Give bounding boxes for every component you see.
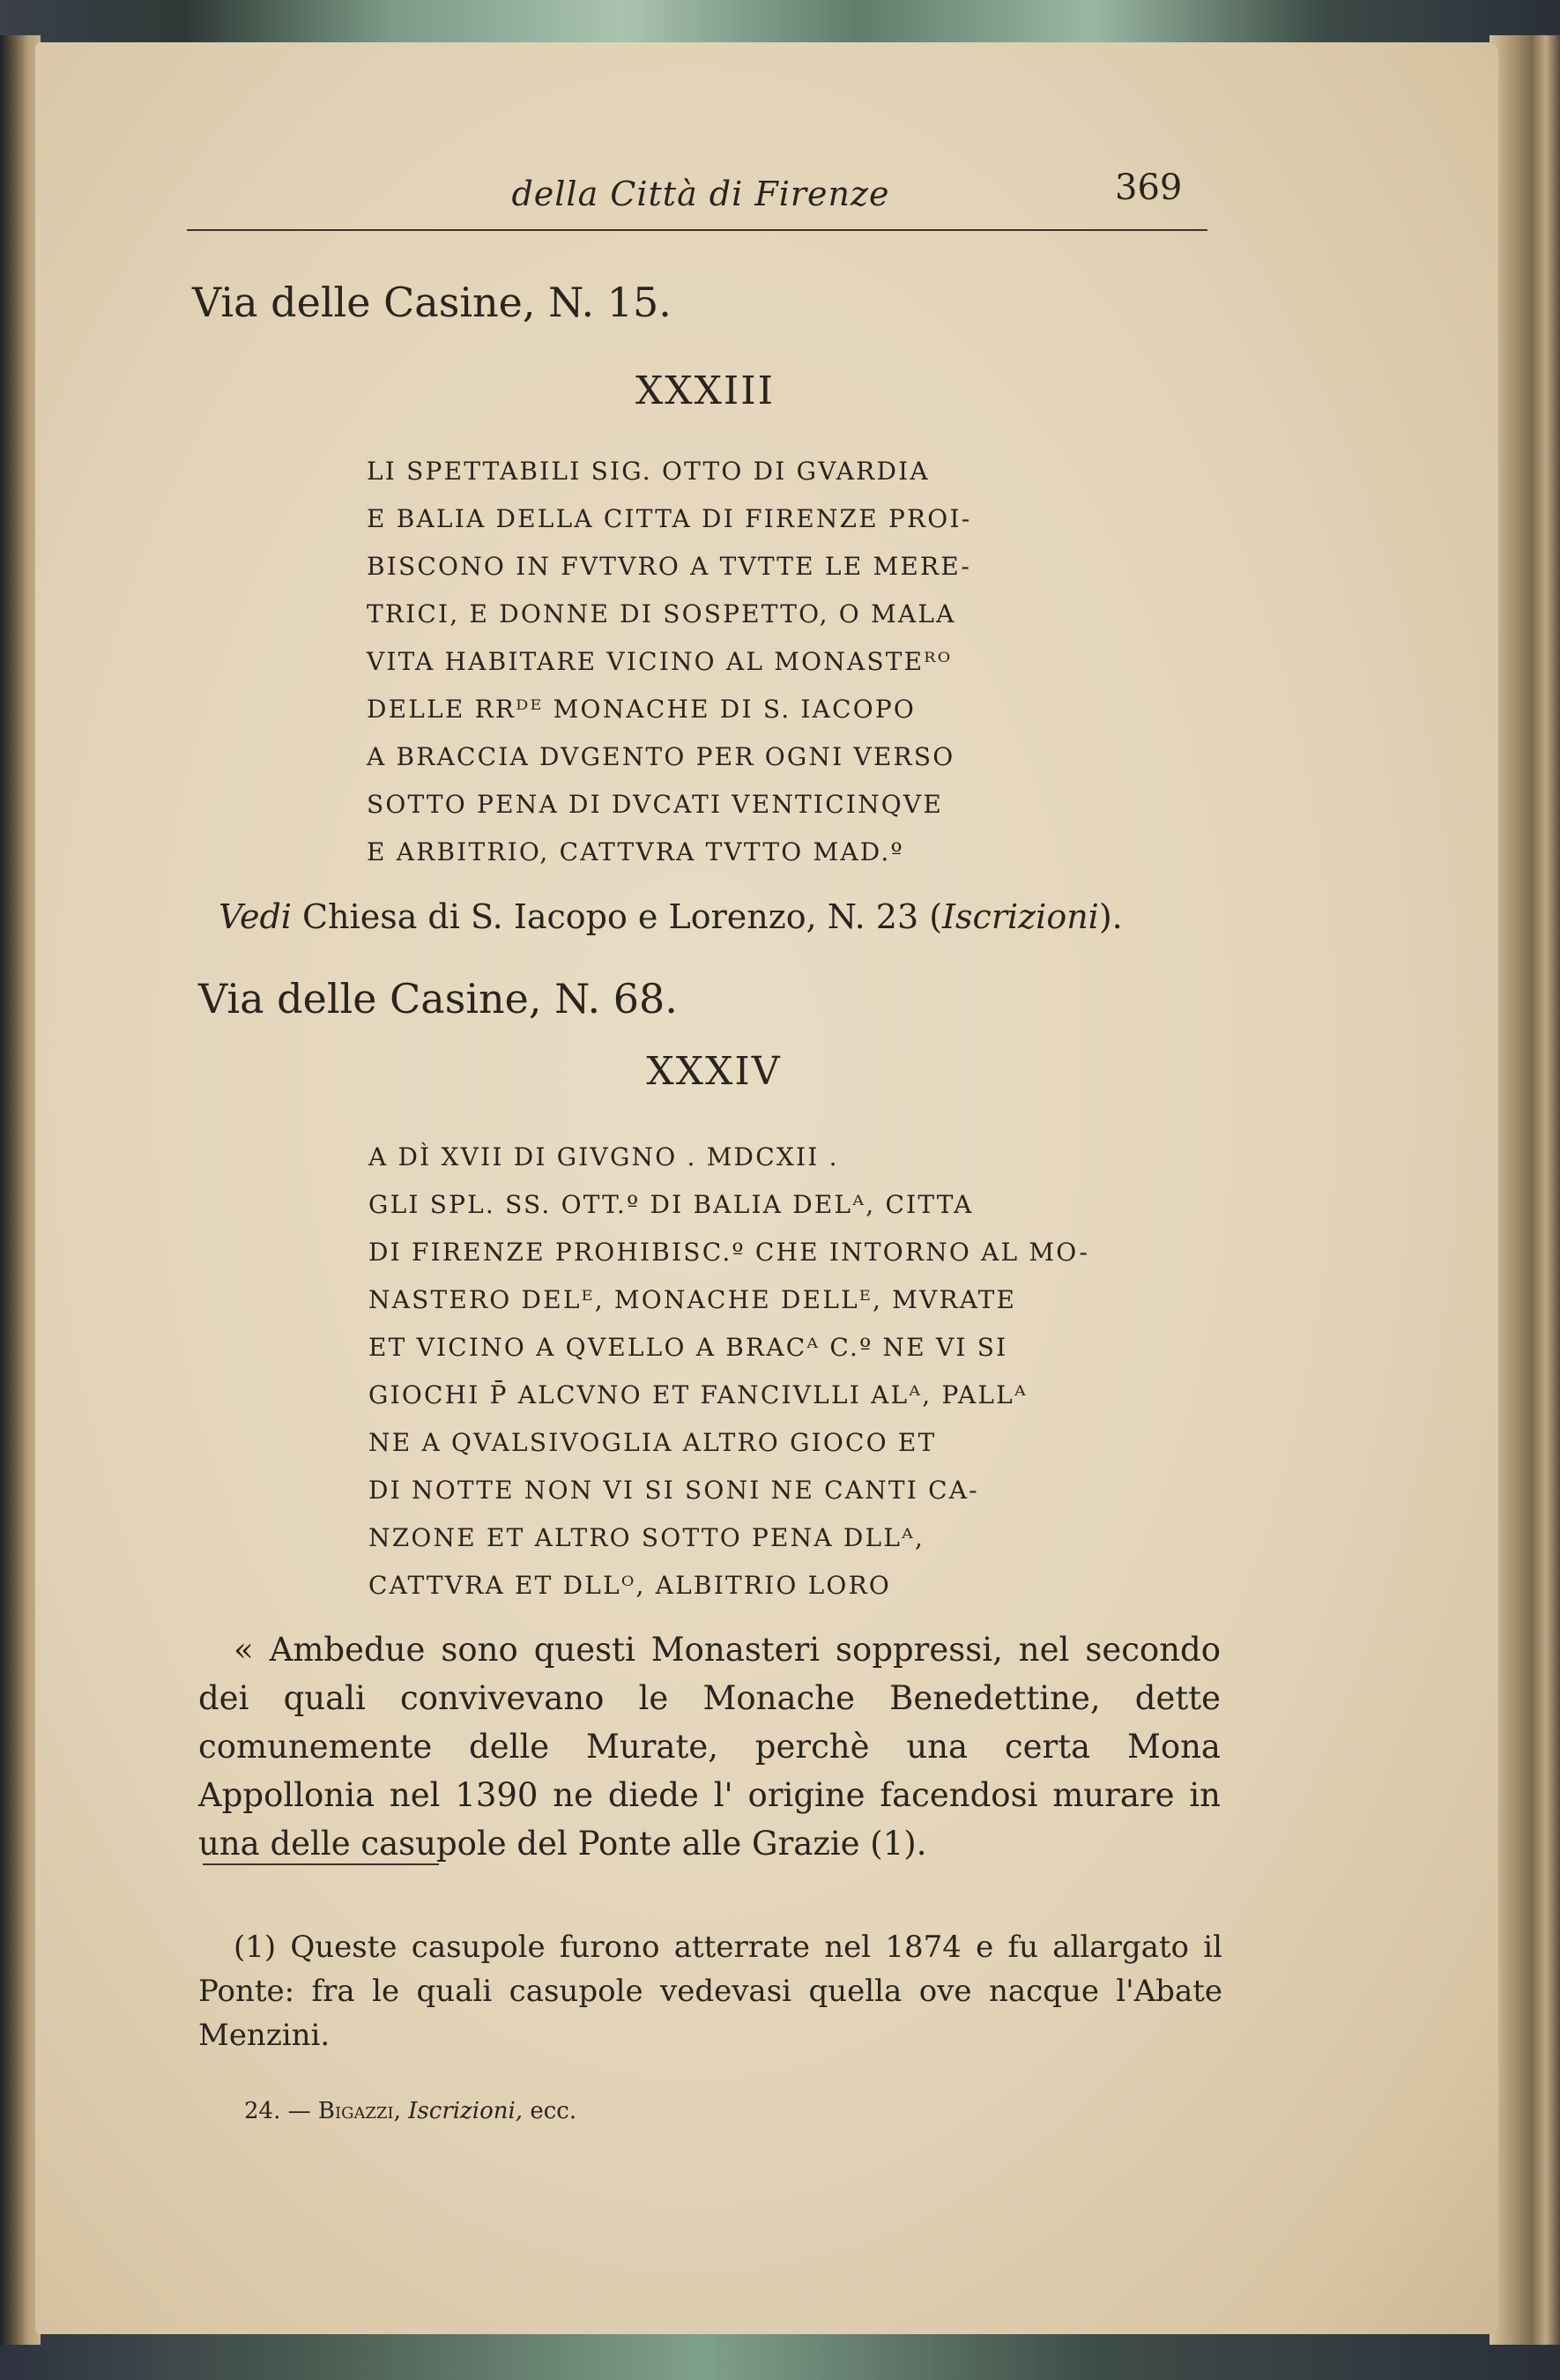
inscription-numeral: XXXIV (646, 1049, 782, 1094)
header-rule (187, 229, 1207, 231)
signature-author: Bigazzi, (317, 2098, 401, 2124)
inscription-line: BISCONO IN FVTVRO A TVTTE LE MERE- (367, 552, 972, 581)
inscription-line: E BALIA DELLA CITTA DI FIRENZE PROI- (367, 504, 972, 533)
inscription-line: E ARBITRIO, CATTVRA TVTTO MAD.º (367, 837, 904, 866)
inscription-line: DELLE RRᴰᴱ MONACHE DI S. IACOPO (367, 695, 917, 724)
inscription-line: GLI SPL. SS. OTT.º DI BALIA DELᴬ, CITTA (368, 1190, 974, 1219)
footnote-rule (203, 1863, 439, 1865)
signature-title: Iscrizioni, (408, 2098, 524, 2124)
inscription-line: VITA HABITARE VICINO AL MONASTEᴿᴼ (367, 647, 953, 676)
commentary-text: « Ambedue sono questi Monasteri soppressi, nel secondo dei quali convivevano le Monache Benedettine, dette comunemente delle Murate, perchè una certa Mona Appollonia nel 1390 ne diede l' origine facendosi murare in una delle casupole del Ponte alle Grazie (1). (198, 1631, 1221, 1863)
inscription-line: SOTTO PENA DI DVCATI VENTICINQVE (367, 790, 943, 819)
inscription-line: NZONE ET ALTRO SOTTO PENA DLLᴬ, (368, 1523, 925, 1552)
inscription-line: GIOCHI P̄ ALCVNO ET FANCIVLLI ALᴬ, PALLᴬ (368, 1380, 1028, 1409)
running-title: della Città di Firenze (511, 175, 890, 213)
book-cover-bottom (0, 2327, 1560, 2380)
page-stack-edge (1489, 35, 1560, 2345)
inscription-line: DI NOTTE NON VI SI SONI NE CANTI CA- (368, 1476, 979, 1505)
inscription-line: TRICI, E DONNE DI SOSPETTO, O MALA (367, 599, 956, 628)
signature-number: 24. — (244, 2098, 318, 2124)
commentary-paragraph (198, 1625, 1221, 1868)
footnote-text: (1) Queste casupole furono atterrate nel 1874 e fu allargato il Ponte: fra le quali casupole vedevasi quella ove nacque l'Abate Menzini. (198, 1930, 1222, 2053)
reference-italic: Iscrizioni (942, 897, 1099, 936)
reference-text: Chiesa di S. Iacopo e Lorenzo, N. 23 ( (291, 897, 943, 936)
inscription-line: A DÌ XVII DI GIVGNO . MDCXII . (368, 1142, 839, 1171)
section-heading: Via delle Casine, N. 15. (192, 279, 672, 326)
reference-prefix: Vedi (219, 897, 292, 936)
inscription-line: NE A QVALSIVOGLIA ALTRO GIOCO ET (368, 1428, 937, 1457)
inscription-line: NASTERO DELᴱ, MONACHE DELLᴱ, MVRATE (368, 1285, 1017, 1314)
inscription-numeral: XXXIII (635, 368, 776, 413)
page-number: 369 (1115, 167, 1183, 208)
inscription-text (368, 1134, 1089, 1610)
book-page (35, 42, 1498, 2334)
section-heading: Via delle Casine, N. 68. (198, 975, 678, 1023)
inscription-text (367, 448, 971, 876)
inscription-line: DI FIRENZE PROHIBISC.º CHE INTORNO AL MO- (368, 1238, 1090, 1267)
reference-suffix: ). (1098, 897, 1123, 936)
inscription-line: A BRACCIA DVGENTO PER OGNI VERSO (367, 742, 955, 771)
reference-note (219, 897, 1123, 936)
signature-suffix: ecc. (523, 2098, 577, 2124)
footnote (198, 1925, 1222, 2057)
inscription-line: ET VICINO A QVELLO A BRACᴬ C.º NE VI SI (368, 1333, 1008, 1362)
inscription-line: CATTVRA ET DLLᴼ, ALBITRIO LORO (368, 1571, 892, 1600)
inscription-line: LI SPETTABILI SIG. OTTO DI GVARDIA (367, 457, 930, 486)
signature-mark (244, 2098, 576, 2124)
